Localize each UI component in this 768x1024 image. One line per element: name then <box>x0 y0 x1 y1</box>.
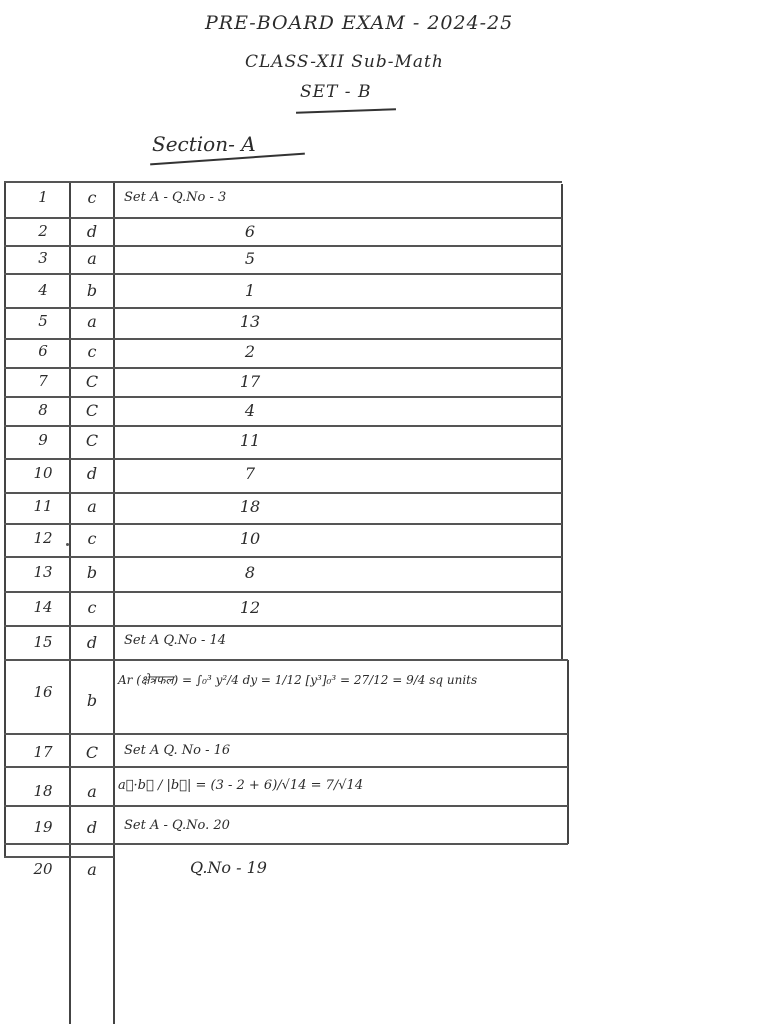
answer-reference: 8 <box>244 563 256 582</box>
table-row <box>0 778 570 806</box>
answer-reference: Set A - Q.No - 3 <box>124 190 227 205</box>
row-line <box>4 556 562 558</box>
answer-reference: 12 <box>239 598 261 617</box>
question-number: 11 <box>33 497 53 515</box>
table-row <box>0 818 570 842</box>
question-number: 3 <box>38 249 48 267</box>
answer-option: d <box>86 464 98 483</box>
question-number: 1 <box>38 188 48 206</box>
question-number: 17 <box>33 743 53 761</box>
answer-reference: 1 <box>244 281 256 300</box>
answer-option: c <box>87 529 97 548</box>
table-row <box>0 743 570 767</box>
answer-reference: 17 <box>239 372 261 391</box>
table-row <box>0 497 570 521</box>
table-row <box>0 431 570 455</box>
question-number: 20 <box>33 860 53 878</box>
answer-option: C <box>85 743 99 762</box>
question-number: 19 <box>33 818 53 836</box>
table-row <box>0 249 570 273</box>
table-row <box>0 281 570 305</box>
answer-option: C <box>85 372 99 391</box>
answer-reference: 11 <box>239 431 261 450</box>
answer-reference: Set A Q. No - 16 <box>124 743 231 758</box>
ink-mark <box>66 543 69 546</box>
answer-reference: 2 <box>244 342 256 361</box>
row-line <box>4 217 562 219</box>
exam-title: PRE-BOARD EXAM - 2024-25 <box>205 12 514 34</box>
question-number: 4 <box>38 281 48 299</box>
table-row <box>0 563 570 587</box>
row-line <box>4 367 562 369</box>
row-line <box>4 591 562 593</box>
row-line <box>4 273 562 275</box>
answer-option: C <box>85 401 99 420</box>
table-row <box>0 529 570 553</box>
answer-option: a <box>87 249 97 268</box>
row-line <box>4 458 562 460</box>
answer-option: b <box>86 563 98 582</box>
row-line <box>4 492 562 494</box>
answer-reference: 5 <box>244 249 256 268</box>
table-row <box>0 342 570 366</box>
row-line <box>4 733 568 735</box>
question-number: 6 <box>38 342 48 360</box>
question-number: 13 <box>33 563 53 581</box>
answer-option: c <box>87 188 97 207</box>
table-row <box>0 633 570 657</box>
row-line <box>4 307 562 309</box>
answer-option: a <box>87 497 97 516</box>
table-row <box>0 312 570 336</box>
answer-reference: 7 <box>244 464 256 483</box>
table-row <box>0 372 570 396</box>
question-number: 7 <box>38 372 48 390</box>
answer-reference: 4 <box>244 401 256 420</box>
table-row <box>0 598 570 622</box>
table-row <box>0 860 570 884</box>
question-number: 16 <box>33 683 53 701</box>
answer-option: a <box>87 312 97 331</box>
table-row <box>0 464 570 488</box>
area-solution: Ar (क्षेत्रफल) = ∫₀³ y²/4 dy = 1/12 [y³]₀³ = 27/12 = 9/4 sq units <box>118 673 478 687</box>
answer-option: c <box>87 598 97 617</box>
row-line <box>4 843 568 845</box>
answer-option: a <box>87 860 97 879</box>
answer-reference: 6 <box>244 222 256 241</box>
question-number: 18 <box>33 782 53 800</box>
question-number: 12 <box>33 529 53 547</box>
question-number: 2 <box>38 222 48 240</box>
section-heading: Section- A <box>152 132 256 156</box>
question-number: 8 <box>38 401 48 419</box>
answer-option: C <box>85 431 99 450</box>
question-number: 5 <box>38 312 48 330</box>
row-line <box>4 181 562 183</box>
answer-reference: 10 <box>239 529 261 548</box>
table-row <box>0 222 570 246</box>
answer-reference: 13 <box>239 312 261 331</box>
table-row <box>0 188 570 216</box>
answer-option: d <box>86 633 98 652</box>
question-number: 15 <box>33 633 53 651</box>
row-line <box>4 338 562 340</box>
answer-option: d <box>86 818 98 837</box>
question-number: 9 <box>38 431 48 449</box>
projection-solution: a⃗·b⃗ / |b⃗| = (3 - 2 + 6)/√14 = 7/√14 <box>118 778 364 793</box>
answer-option: a <box>87 782 97 801</box>
answer-option: c <box>87 342 97 361</box>
table-row <box>0 401 570 425</box>
row-line <box>4 523 562 525</box>
class-subject-line: CLASS-XII Sub-Math <box>245 52 444 72</box>
answer-reference: Q.No - 19 <box>190 858 267 877</box>
row-line <box>4 659 568 661</box>
answer-reference: Set A Q.No - 14 <box>124 633 227 648</box>
answer-reference: Set A - Q.No. 20 <box>124 818 230 833</box>
question-number: 10 <box>33 464 53 482</box>
set-label: SET - B <box>300 82 372 102</box>
answer-reference: 18 <box>239 497 261 516</box>
row-line <box>4 625 562 627</box>
answer-option: d <box>86 222 98 241</box>
answer-option: b <box>86 691 98 710</box>
table-row <box>0 673 570 710</box>
question-number: 14 <box>33 598 53 616</box>
row-line <box>4 856 114 858</box>
row-line <box>4 425 562 427</box>
row-line <box>4 396 562 398</box>
answer-option: b <box>86 281 98 300</box>
